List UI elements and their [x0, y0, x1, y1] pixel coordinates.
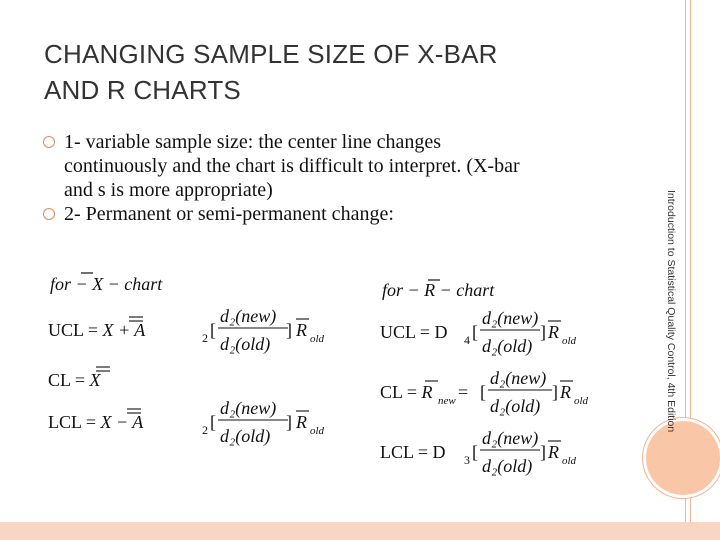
bullet-circle-icon — [43, 208, 55, 220]
r-lcl-lhs: LCL = D — [380, 442, 446, 462]
bracket-close: ] — [540, 322, 546, 342]
xbar-lcl-denominator: d₂(old) — [220, 426, 271, 446]
r-cl-denominator: d₂(old) — [490, 396, 541, 416]
xbar-ucl-denominator: d₂(old) — [220, 334, 271, 354]
bullet-line: 1- variable sample size: the center line changes — [64, 131, 442, 153]
bracket-close: ] — [552, 382, 558, 402]
r-ucl-denominator: d₂(old) — [482, 336, 533, 356]
side-note: Introduction to Statistical Quality Control, 4th Edition — [665, 190, 677, 433]
r-ucl-lhs: UCL = D — [380, 322, 448, 342]
bracket-open: [ — [210, 320, 216, 340]
xbar-heading: for − X − chart — [50, 274, 163, 294]
bullet-circle-icon — [43, 136, 55, 148]
list-item — [44, 130, 624, 202]
xbar-lcl-r: R — [296, 412, 307, 432]
bullet-list — [44, 130, 624, 226]
r-ucl-sub: 4 — [464, 333, 470, 347]
r-ucl-numerator: d₂(new) — [482, 308, 539, 328]
xbar-ucl-rsub: old — [310, 333, 325, 345]
xbar-ucl-sub: 2 — [202, 331, 208, 345]
r-cl-r: R — [560, 382, 571, 402]
xbar-ucl-r: R — [296, 320, 307, 340]
xbar-ucl-numerator: d₂(new) — [220, 306, 277, 326]
bracket-open: [ — [472, 442, 478, 462]
xbar-lcl-numerator: d₂(new) — [220, 398, 277, 418]
bracket-close: ] — [286, 320, 292, 340]
r-lcl-rsub: old — [562, 455, 577, 467]
xbar-lcl-rsub: old — [310, 425, 325, 437]
r-cl-numerator: d₂(new) — [490, 368, 547, 388]
bullet-line: 2- Permanent or semi-permanent change: — [64, 203, 394, 225]
r-cl-lhs: CL = R — [380, 382, 433, 402]
xbar-formula-block — [48, 270, 348, 475]
slide-title — [44, 36, 644, 108]
title-line: CHANGING SAMPLE SIZE OF X-BAR — [44, 39, 498, 69]
r-formula-block — [380, 276, 630, 491]
decorative-circle — [643, 418, 720, 498]
r-ucl-rsub: old — [562, 335, 577, 347]
bracket-close: ] — [286, 412, 292, 432]
r-ucl-r: R — [548, 322, 559, 342]
r-cl-csub: new — [438, 395, 456, 407]
xbar-ucl-lhs: UCL = X + A — [48, 320, 146, 340]
r-lcl-denominator: d₂(old) — [482, 456, 533, 476]
r-heading: for − R − chart — [382, 280, 495, 300]
bracket-open: [ — [480, 382, 486, 402]
bracket-open: [ — [472, 322, 478, 342]
xbar-cl: CL = X — [48, 370, 101, 390]
title-line: AND R CHARTS — [44, 75, 241, 105]
bullet-line: continuously and the chart is difficult to interpret. (X-bar — [64, 155, 520, 177]
footer-bar — [0, 522, 720, 540]
r-cl-op: = — [458, 382, 469, 402]
r-cl-rsub: old — [574, 395, 589, 407]
list-item — [44, 202, 624, 226]
r-lcl-numerator: d₂(new) — [482, 428, 539, 448]
xbar-lcl-lhs: LCL = X − A — [48, 412, 144, 432]
bullet-line: and s is more appropriate) — [64, 179, 273, 201]
xbar-lcl-sub: 2 — [202, 423, 208, 437]
r-lcl-sub: 3 — [464, 453, 470, 467]
bracket-open: [ — [210, 412, 216, 432]
bracket-close: ] — [540, 442, 546, 462]
r-lcl-r: R — [548, 442, 559, 462]
